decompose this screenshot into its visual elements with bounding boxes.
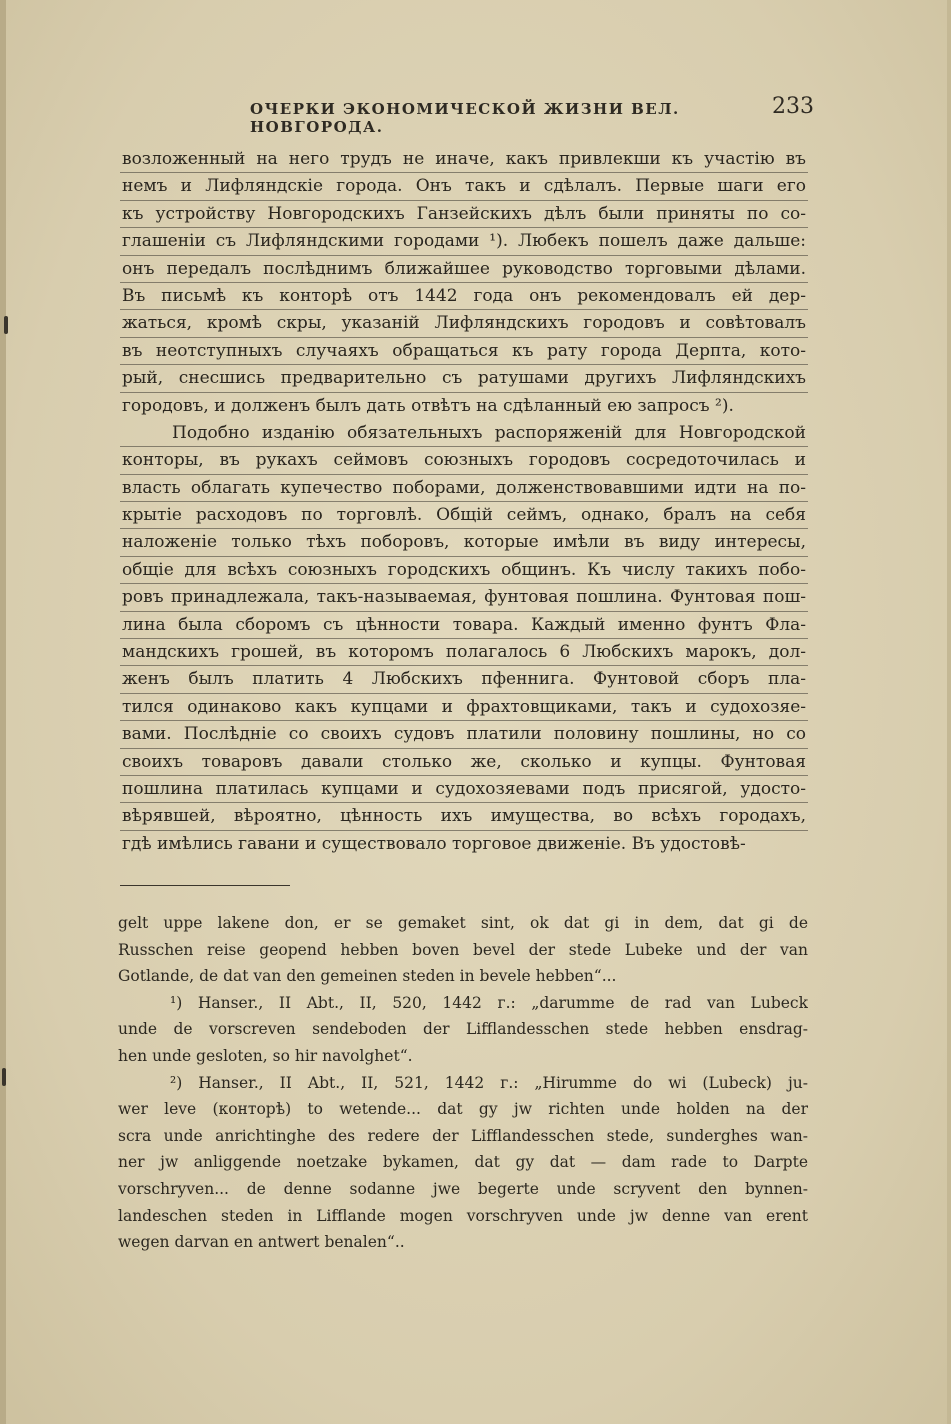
text-line: ровъ принадлежала, такъ-называемая, фунтовая пошлина. Фунтовая пош-	[120, 584, 808, 611]
footnote-line: hen unde gesloten, so hir navolghet“.	[118, 1046, 413, 1065]
running-header: ОЧЕРКИ ЭКОНОМИЧЕСКОЙ ЖИЗНИ ВЕЛ. НОВГОРОДА.	[250, 100, 680, 136]
text-line: Въ письмѣ къ конторѣ отъ 1442 года онъ рекомендовалъ ей дер-	[120, 283, 808, 310]
margin-mark	[4, 316, 8, 334]
text-line: вѣрявшей, вѣроятно, цѣнность ихъ имущества, во всѣхъ городахъ,	[120, 803, 808, 830]
text-line: конторы, въ рукахъ сеймовъ союзныхъ городовъ сосредоточилась и	[120, 447, 808, 474]
text-line: пошлина платилась купцами и судохозяевами подъ присягой, удосто-	[120, 776, 808, 803]
text-line: въ неотступныхъ случаяхъ обращаться къ рату города Дерпта, кото-	[120, 338, 808, 365]
margin-mark	[2, 1068, 6, 1086]
text-line: Подобно изданiю обязательныхъ распоряженiй для Новгородской	[120, 420, 808, 447]
text-line: рый, снесшись предварительно съ ратушами другихъ Лифляндскихъ	[120, 365, 808, 392]
footnote-line: ¹) Hanser., II Abt., II, 520, 1442 г.: „darumme de rad van Lubeck	[170, 993, 808, 1012]
page-right-edge	[947, 0, 951, 1424]
text-line: женъ былъ платить 4 Любскихъ пфеннига. Фунтовой сборъ пла-	[120, 666, 808, 693]
text-line: возложенный на него трудъ не иначе, какъ привлекши къ участiю въ	[120, 146, 808, 173]
footnote-line: vorschryven... de denne sodanne jwe begerte unde scryvent den bynnen-	[118, 1179, 808, 1198]
footnotes	[118, 910, 808, 1256]
footnote-line: wegen darvan en antwert benalen“..	[118, 1233, 405, 1252]
text-line: немъ и Лифляндскiе города. Онъ такъ и сдѣлалъ. Первые шаги его	[120, 173, 808, 200]
footnote-line: gelt uppe lakene don, er se gemaket sint, ok dat gi in dem, dat gi de	[118, 914, 808, 932]
footnote-line: scra unde anrichtinghe des redere der Lifflandesschen stede, sunderghes wan-	[118, 1126, 808, 1145]
text-line: гдѣ имѣлись гавани и существовало торговое движенiе. Въ удостовѣ-	[122, 833, 746, 854]
footnote-line: Gotlande, de dat van den gemeinen steden in bevele hebben“...	[118, 967, 617, 986]
text-line: къ устройству Новгородскихъ Ганзейскихъ дѣлъ были приняты по со-	[120, 201, 808, 228]
footnote-separator	[120, 885, 290, 886]
main-text	[120, 146, 808, 858]
footnote-line: ner jw anliggende noetzake bykamen, dat gy dat — dam rade to Darpte	[118, 1153, 808, 1172]
footnote-line: wer leve (конторѣ) to wetende... dat gy jw richten unde holden na der	[118, 1100, 808, 1119]
text-line: общiе для всѣхъ союзныхъ городскихъ общинъ. Къ числу такихъ побо-	[120, 557, 808, 584]
page-left-edge	[0, 0, 6, 1424]
text-line: глашенiи съ Лифляндскими городами ¹). Любекъ пошелъ даже дальше:	[120, 228, 808, 255]
footnote-line: unde de vorscreven sendeboden der Lifflandesschen stede hebben ensdrag-	[118, 1020, 808, 1039]
text-line: своихъ товаровъ давали столько же, сколько и купцы. Фунтовая	[120, 749, 808, 776]
text-line: вами. Послѣднiе со своихъ судовъ платили половину пошлины, но со	[120, 721, 808, 748]
text-line: городовъ, и долженъ былъ дать отвѣтъ на сдѣланный ею запросъ ²).	[122, 395, 734, 416]
page-number: 233	[772, 94, 814, 119]
text-line: жаться, кромѣ скры, указанiй Лифляндскихъ городовъ и совѣтовалъ	[120, 310, 808, 337]
footnote-line: landeschen steden in Lifflande mogen vorschryven unde jw denne van erent	[118, 1206, 808, 1225]
footnote-line: ²) Hanser., II Abt., II, 521, 1442 г.: „Hirumme do wi (Lubeck) ju-	[170, 1073, 808, 1092]
text-line: наложенiе только тѣхъ поборовъ, которые имѣли въ виду интересы,	[120, 529, 808, 556]
text-line: тился одинаково какъ купцами и фрахтовщиками, такъ и судохозяе-	[120, 694, 808, 721]
text-line: мандскихъ грошей, въ которомъ полагалось 6 Любскихъ марокъ, дол-	[120, 639, 808, 666]
text-line: власть облагать купечество поборами, долженствовавшими идти на по-	[120, 475, 808, 502]
text-line: лина была сборомъ съ цѣнности товара. Каждый именно фунтъ Фла-	[120, 612, 808, 639]
text-line: крытiе расходовъ по торговлѣ. Общiй сеймъ, однако, бралъ на себя	[120, 502, 808, 529]
text-line: онъ передалъ послѣднимъ ближайшее руководство торговыми дѣлами.	[120, 256, 808, 283]
footnote-line: Russchen reise geopend hebben boven bevel der stede Lubeke und der van	[118, 940, 808, 959]
